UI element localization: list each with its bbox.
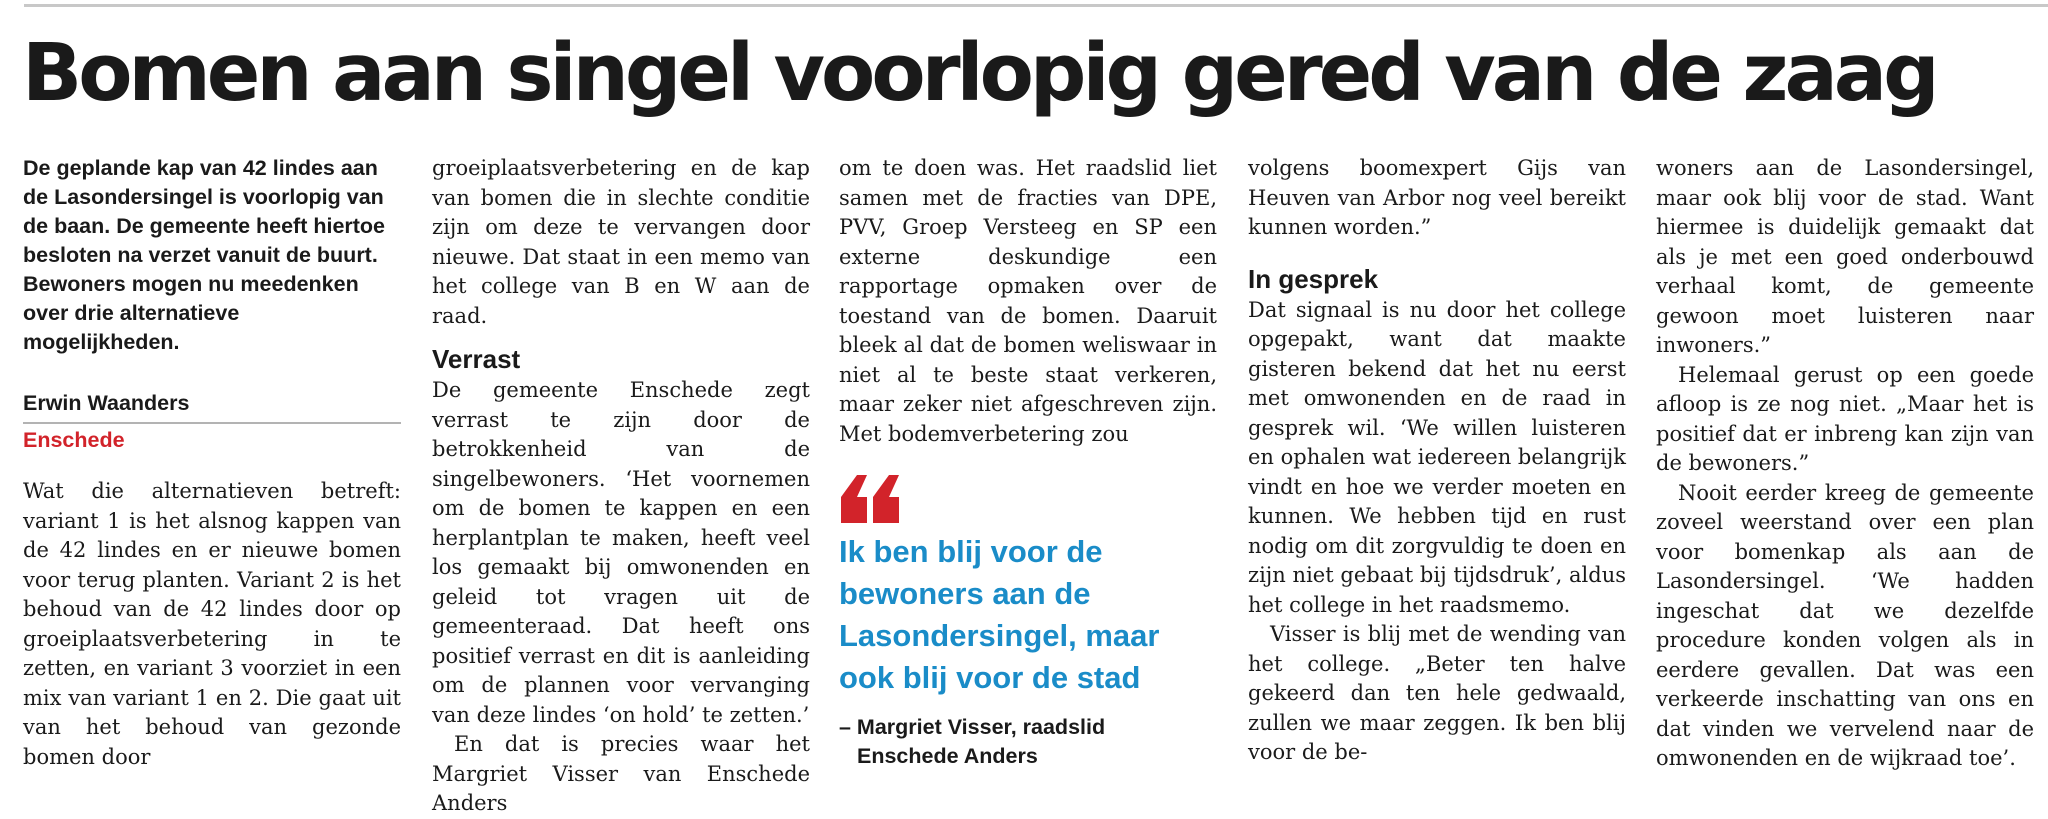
body-paragraph: De gemeente Enschede zegt verrast te zijn door de betrokkenheid van de singelbewoners. ‘Het voornemen om de bomen te kappen en een herplantplan te maken, heeft veel los gemaakt bij omwonenden en geleid tot vragen uit de gemeenteraad. Dat heeft ons positief verrast en dit is aanleiding om de plannen voor vervanging van deze lindes ‘on hold’ te zetten.’ (432, 378, 810, 727)
body-paragraph: Helemaal gerust op een goede afloop is ze nog niet. „Maar het is positief dat er inbreng kan zijn van de bewoners.” (1656, 362, 2034, 475)
body-paragraph: woners aan de Lasondersingel, maar ook blij voor de stad. Want hiermee is duidelijk gemaakt dat als je met een goed onderbouwd verhaal komt, de gemeente gewoon moet luisteren naar inwoners.” (1656, 156, 2034, 357)
quote-attribution (839, 713, 1217, 771)
subheading: Verrast (432, 344, 521, 374)
column-1 (23, 154, 401, 772)
quote-attribution-line: Enschede Anders (857, 744, 1038, 768)
quote-attribution-line: – Margriet Visser, raadslid (839, 715, 1106, 739)
body-paragraph: Nooit eerder kreeg de gemeente zoveel weerstand over een plan voor bomenkap als aan de Lasondersingel. ‘We hadden ingeschat dat we dezelfde procedure konden volgen als in eerdere gevallen. Dat was een verkeerde inschatting van ons en dat vinden we vervelend naar de omwonenden en de wijkraad toe’. (1656, 480, 2034, 770)
body-paragraph: Visser is blij met de wending van het college. „Beter ten halve gekeerd dan ten hele gedwaald, zullen we maar zeggen. Ik ben blij voor de be- (1248, 622, 1626, 764)
headline: Bomen aan singel voorlopig gered van de zaag (22, 27, 1936, 119)
pull-quote: Ik ben blij voor de bewoners aan de Lasondersingel, maar ook blij voor de stad (839, 534, 1160, 695)
location-label: Enschede (23, 428, 125, 452)
quote-mark-icon (839, 473, 1217, 525)
intro-text: De geplande kap van 42 lindes aan de Lasondersingel is voorlopig van de baan. De gemeente heeft hiertoe besloten na verzet vanuit de buurt. Bewoners mogen nu meedenken over drie alternatieve mogelijkheden. (23, 156, 386, 354)
column-4 (1248, 154, 1626, 768)
body-paragraph: En dat is precies waar het Margriet Visser van Enschede Anders (432, 732, 810, 815)
column-2 (432, 154, 810, 819)
body-paragraph: Wat die alternatieven betreft: variant 1 is het alsnog kappen van de 42 lindes en er nieuwe bomen voor terug planten. Variant 2 is het behoud van de 42 lindes door op groeiplaatsverbetering in te zetten, en variant 3 voorziet in een mix van variant 1 en 2. Die gaat uit van het behoud van gezonde bomen door (23, 479, 401, 769)
body-paragraph: groeiplaatsverbetering en de kap van bomen die in slechte conditie zijn om deze te vervangen door nieuwe. Dat staat in een memo van het college van B en W aan de raad. (432, 156, 810, 328)
top-rule (24, 4, 2048, 7)
subheading: In gesprek (1248, 263, 1379, 294)
author-byline: Erwin Waanders (23, 389, 401, 424)
body-paragraph: om te doen was. Het raadslid liet samen met de fracties van DPE, PVV, Groep Versteeg en SP een externe deskundige een rapportage opmaken over de toestand van de bomen. Daaruit bleek al dat de bomen weliswaar in niet al te beste staat verkeren, maar zeker niet afgeschreven zijn. Met bodemverbetering zou (839, 156, 1217, 446)
body-paragraph: volgens boomexpert Gijs van Heuven van Arbor nog veel bereikt kunnen worden.” (1248, 156, 1626, 239)
column-5 (1656, 154, 2034, 774)
column-3 (839, 154, 1217, 771)
body-paragraph: Dat signaal is nu door het college opgepakt, want dat maakte gisteren bekend dat het nu eerst met omwonenden en de raad in gesprek wil. ‘We willen luisteren en ophalen wat iedereen belangrijk vindt en hoe we verder moeten en kunnen. We hebben tijd en rust nodig om dit zorgvuldig te doen en zijn niet gebaat bij tijdsdruk’, aldus het college in het raadsmemo. (1248, 297, 1626, 617)
